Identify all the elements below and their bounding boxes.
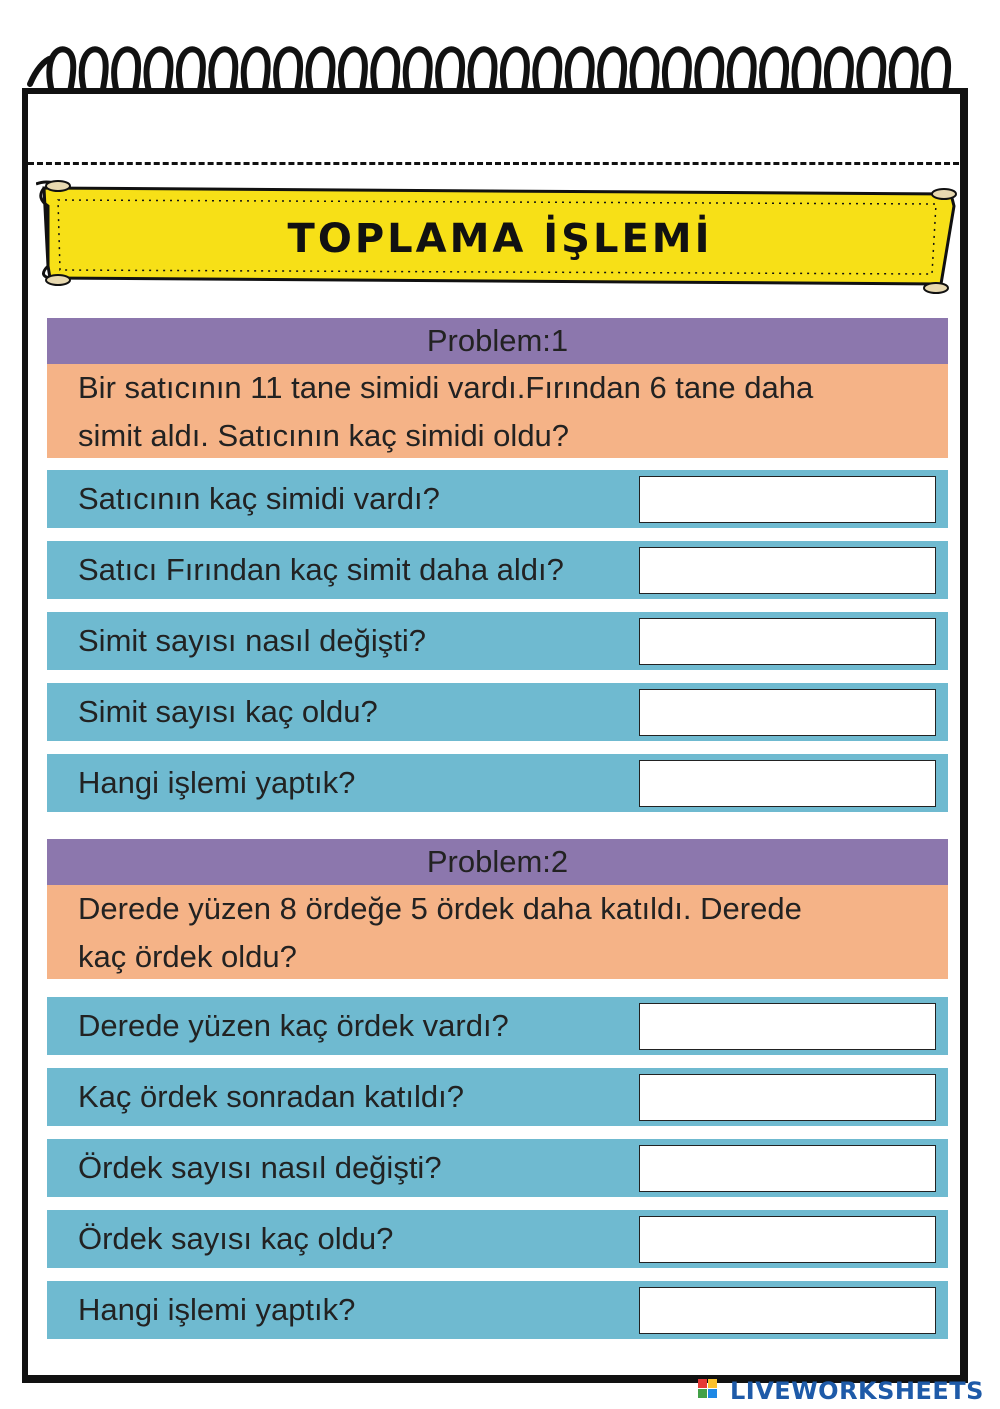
answer-input[interactable] <box>639 476 936 523</box>
problem-text-line: simit aldı. Satıcının kaç simidi oldu? <box>78 418 570 453</box>
question-row <box>47 612 948 670</box>
spiral-ring <box>600 49 624 92</box>
answer-input[interactable] <box>639 618 936 665</box>
answer-input[interactable] <box>639 1074 936 1121</box>
spiral-ring <box>730 49 754 92</box>
spiral-ring <box>179 49 203 92</box>
spiral-ring <box>438 49 462 92</box>
question-row <box>47 683 948 741</box>
answer-input[interactable] <box>639 1145 936 1192</box>
spiral-ring <box>471 49 495 92</box>
spiral-ring <box>147 49 171 92</box>
spiral-ring <box>827 49 851 92</box>
page-title: TOPLAMA İŞLEMİ <box>287 216 713 262</box>
spiral-ring <box>373 49 397 92</box>
spiral-ring <box>859 49 883 92</box>
spiral-ring <box>535 49 559 92</box>
problem-heading: Problem:2 <box>47 839 948 885</box>
question-label: Ördek sayısı kaç oldu? <box>78 1221 394 1256</box>
question-label: Satıcının kaç simidi vardı? <box>78 481 440 516</box>
spiral-ring <box>665 49 689 92</box>
question-label: Simit sayısı kaç oldu? <box>78 694 378 729</box>
question-label: Derede yüzen kaç ördek vardı? <box>78 1008 509 1043</box>
question-row <box>47 1281 948 1339</box>
problem-text-line: Bir satıcının 11 tane simidi vardı.Fırından 6 tane daha <box>78 370 814 405</box>
problem-text-line: Derede yüzen 8 ördeğe 5 ördek daha katıldı. Derede <box>78 891 802 926</box>
spiral-ring <box>406 49 430 92</box>
question-label: Simit sayısı nasıl değişti? <box>78 623 427 658</box>
spiral-ring <box>924 49 948 92</box>
spiral-ring <box>795 49 819 92</box>
question-row <box>47 1210 948 1268</box>
spiral-ring <box>892 49 916 92</box>
question-label: Satıcı Fırından kaç simit daha aldı? <box>78 552 564 587</box>
problem-text-line: kaç ördek oldu? <box>78 939 297 974</box>
answer-input[interactable] <box>639 1003 936 1050</box>
question-row <box>47 997 948 1055</box>
problem-heading: Problem:1 <box>47 318 948 364</box>
question-row <box>47 1068 948 1126</box>
problem-1-section <box>47 318 948 812</box>
answer-input[interactable] <box>639 1287 936 1334</box>
problem-text <box>47 885 948 979</box>
question-row <box>47 754 948 812</box>
question-row <box>47 1139 948 1197</box>
tear-line <box>28 162 968 165</box>
question-label: Hangi işlemi yaptık? <box>78 765 356 800</box>
spiral-ring <box>244 49 268 92</box>
spiral-ring <box>82 49 106 92</box>
answer-input[interactable] <box>639 760 936 807</box>
question-row <box>47 541 948 599</box>
logo-text: LIVEWORKSHEETS <box>730 1377 984 1405</box>
spiral-ring <box>568 49 592 92</box>
spiral-ring <box>114 49 138 92</box>
spiral-ring <box>341 49 365 92</box>
spiral-ring <box>697 49 721 92</box>
problem-2-section <box>47 839 948 1339</box>
spiral-ring <box>633 49 657 92</box>
answer-input[interactable] <box>639 689 936 736</box>
spiral-ring <box>276 49 300 92</box>
question-row <box>47 470 948 528</box>
spiral-ring <box>309 49 333 92</box>
answer-input[interactable] <box>639 547 936 594</box>
question-label: Kaç ördek sonradan katıldı? <box>78 1079 465 1114</box>
question-label: Hangi işlemi yaptık? <box>78 1292 356 1327</box>
spiral-ring <box>762 49 786 92</box>
question-label: Ördek sayısı nasıl değişti? <box>78 1150 442 1185</box>
problem-text <box>47 364 948 458</box>
answer-input[interactable] <box>639 1216 936 1263</box>
spiral-ring <box>503 49 527 92</box>
spiral-ring <box>211 49 235 92</box>
